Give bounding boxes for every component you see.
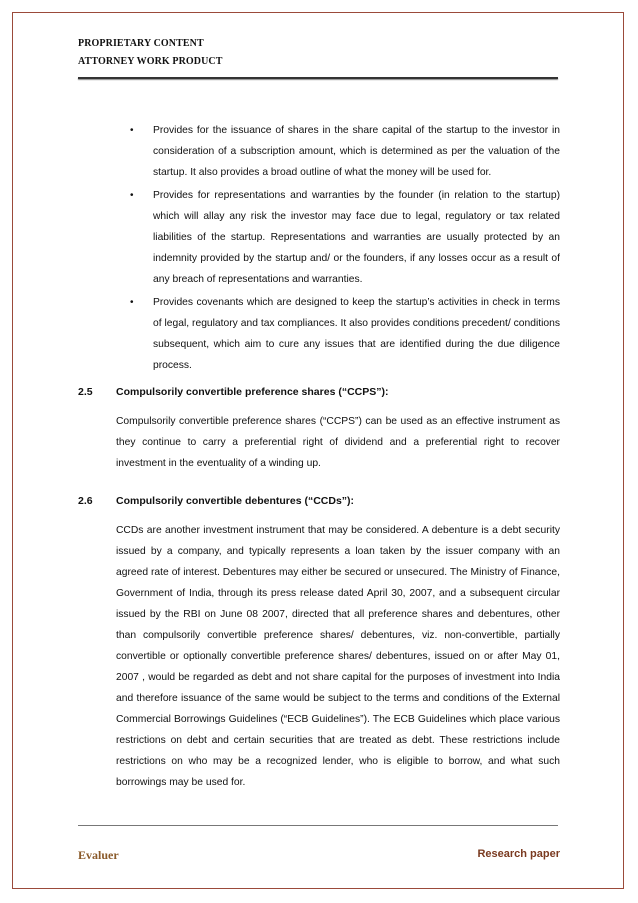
bullet-icon: •: [130, 190, 134, 201]
bullet-item: [130, 120, 560, 183]
footer-brand: Evaluer: [78, 848, 119, 862]
bullet-list: [130, 120, 560, 378]
bullet-item: [130, 292, 560, 376]
section-paragraph: CCDs are another investment instrument that may be considered. A debenture is a debt security issued by a company, and typically represents a loan taken by the issuer company with an agreed rate of interest. Debentures may either be secured or unsecured. The Ministry of Finance, Government of India, through its press release dated April 30, 2007, and a subsequent circular issued by the RBI on June 08 2007, directed that all preference shares and debentures, other than compulsorily convertible preference shares/ debentures, viz. non-convertible, partially convertible or optionally convertible preference shares/ debentures, issued on or after May 01, 2007 , would be regarded as debt and not share capital for the purposes of investment into India and therefore issuance of the same would be subject to the terms and conditions of the External Commercial Borrowings Guidelines (“ECB Guidelines”). The ECB Guidelines which place various restrictions on debt and certain securities that are treated as debt. These restrictions include restrictions on who may be a recognized lender, who is eligible to borrow, and what such borrowings may be used for.: [116, 525, 560, 788]
section-title: Compulsorily convertible debentures (“CCDs”):: [116, 495, 355, 507]
bullet-item: [130, 185, 560, 290]
bullet-icon: •: [130, 125, 134, 136]
section-number: 2.5: [78, 386, 93, 398]
bullet-text: Provides for representations and warranties by the founder (in relation to the startup) which will allay any risk the investor may face due to legal, regulatory or tax related liabilities of the startup. Representations and warranties are usually protected by an indemnity provided by the startup and/ or the founders, if any losses occur as a result of any breach of representations and warranties.: [153, 190, 560, 285]
header-proprietary: PROPRIETARY CONTENT: [78, 38, 204, 49]
bullet-text: Provides for the issuance of shares in the share capital of the startup to the investor in consideration of a subscription amount, which is determined as per the valuation of the startup. It also provides a broad outline of what the money will be used for.: [153, 125, 560, 178]
section-number: 2.6: [78, 495, 93, 507]
section-title: Compulsorily convertible preference shares (“CCPS”):: [116, 386, 389, 398]
header-divider: [78, 77, 558, 79]
bullet-text: Provides covenants which are designed to keep the startup’s activities in check in terms of legal, regulatory and tax compliances. It also provides conditions precedent/ conditions subsequent, which aim to cure any issues that are identified during the due diligence process.: [153, 297, 560, 371]
section-paragraph: Compulsorily convertible preference shares (“CCPS”) can be used as an effective instrument as they continue to carry a preferential right of dividend and a preferential right to recover investment in the eventuality of a winding up.: [116, 416, 560, 469]
header-attorney: ATTORNEY WORK PRODUCT: [78, 56, 223, 67]
footer-divider: [78, 825, 558, 826]
bullet-icon: •: [130, 297, 134, 308]
footer-doc-type: Research paper: [477, 848, 560, 860]
